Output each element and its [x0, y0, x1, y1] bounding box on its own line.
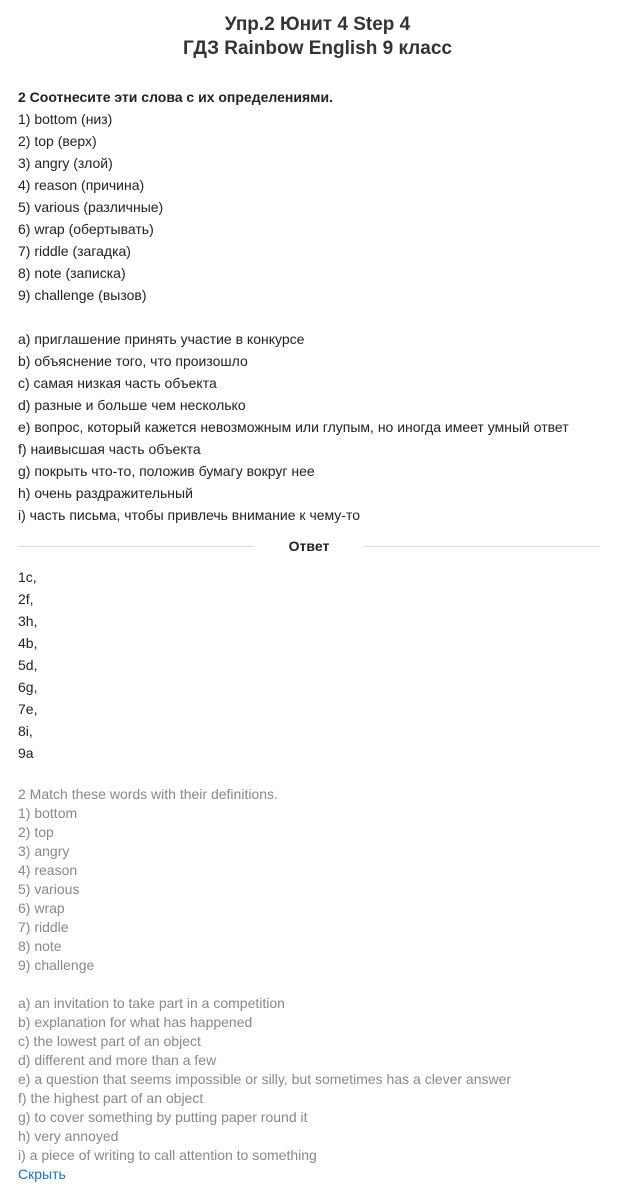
translation-word-item: 9) challenge [18, 957, 95, 973]
answer-list [18, 566, 37, 764]
answer-item: 7e, [18, 701, 38, 717]
definition-item: e) вопрос, который кажется невозможным или глупым, но иногда имеет умный ответ [18, 419, 569, 435]
answer-item: 5d, [18, 657, 38, 673]
translation-word-item: 1) bottom [18, 805, 78, 821]
translation-word-item: 7) riddle [18, 919, 69, 935]
translation-word-item: 3) angry [18, 843, 70, 859]
definition-item: h) очень раздражительный [18, 485, 193, 501]
definition-item: f) наивысшая часть объекта [18, 441, 201, 457]
translation-definition-item: a) an invitation to take part in a competition [18, 995, 285, 1011]
word-item: 7) riddle (загадка) [18, 243, 131, 259]
word-item: 5) various (различные) [18, 199, 164, 215]
task-block [18, 86, 618, 526]
answer-item: 9a [18, 745, 34, 761]
definition-item: b) объяснение того, что произошло [18, 353, 248, 369]
answer-item: 4b, [18, 635, 38, 651]
word-item: 4) reason (причина) [18, 177, 145, 193]
hide-translation-link[interactable]: Скрыть [18, 1166, 66, 1182]
answer-item: 2f, [18, 591, 34, 607]
translation-definition-item: c) the lowest part of an object [18, 1033, 201, 1049]
translation-word-item: 5) various [18, 881, 80, 897]
translation-definition-item: d) different and more than a few [18, 1052, 217, 1068]
word-item: 8) note (записка) [18, 265, 126, 281]
translation-definition-item: h) very annoyed [18, 1128, 119, 1144]
spacer [18, 306, 618, 328]
translation-block [18, 785, 618, 1165]
divider [364, 546, 600, 547]
definition-item: i) часть письма, чтобы привлечь внимание к чему-то [18, 507, 361, 523]
answer-item: 6g, [18, 679, 38, 695]
translation-definition-item: b) explanation for what has happened [18, 1014, 253, 1030]
translation-word-item: 4) reason [18, 862, 78, 878]
spacer [18, 975, 618, 994]
definition-item: g) покрыть что-то, положив бумагу вокруг нее [18, 463, 315, 479]
answer-separator [18, 536, 600, 556]
definition-item: c) самая низкая часть объекта [18, 375, 217, 391]
answer-item: 8i, [18, 723, 33, 739]
translation-word-item: 6) wrap [18, 900, 65, 916]
translation-definition-item: i) a piece of writing to call attention to something [18, 1147, 317, 1163]
answer-item: 1c, [18, 569, 37, 585]
answer-item: 3h, [18, 613, 38, 629]
word-item: 2) top (верх) [18, 133, 97, 149]
definition-item: a) приглашение принять участие в конкурсе [18, 331, 305, 347]
page-subtitle: ГДЗ Rainbow English 9 класс [183, 38, 452, 59]
word-item: 6) wrap (обертывать) [18, 221, 154, 237]
translation-word-item: 8) note [18, 938, 62, 954]
definition-item: d) разные и больше чем несколько [18, 397, 246, 413]
translation-word-item: 2) top [18, 824, 54, 840]
word-item: 1) bottom (низ) [18, 111, 113, 127]
translation-definition-item: g) to cover something by putting paper round it [18, 1109, 308, 1125]
translation-definition-item: e) a question that seems impossible or silly, but sometimes has a clever answer [18, 1071, 512, 1087]
translation-heading: 2 Match these words with their definitions. [18, 786, 278, 802]
word-item: 9) challenge (вызов) [18, 287, 147, 303]
word-item: 3) angry (злой) [18, 155, 113, 171]
answer-label: Ответ [288, 538, 330, 554]
translation-definition-item: f) the highest part of an object [18, 1090, 204, 1106]
page-title: Упр.2 Юнит 4 Step 4 [224, 14, 411, 35]
task-heading: 2 Соотнесите эти слова с их определениями. [18, 89, 333, 105]
